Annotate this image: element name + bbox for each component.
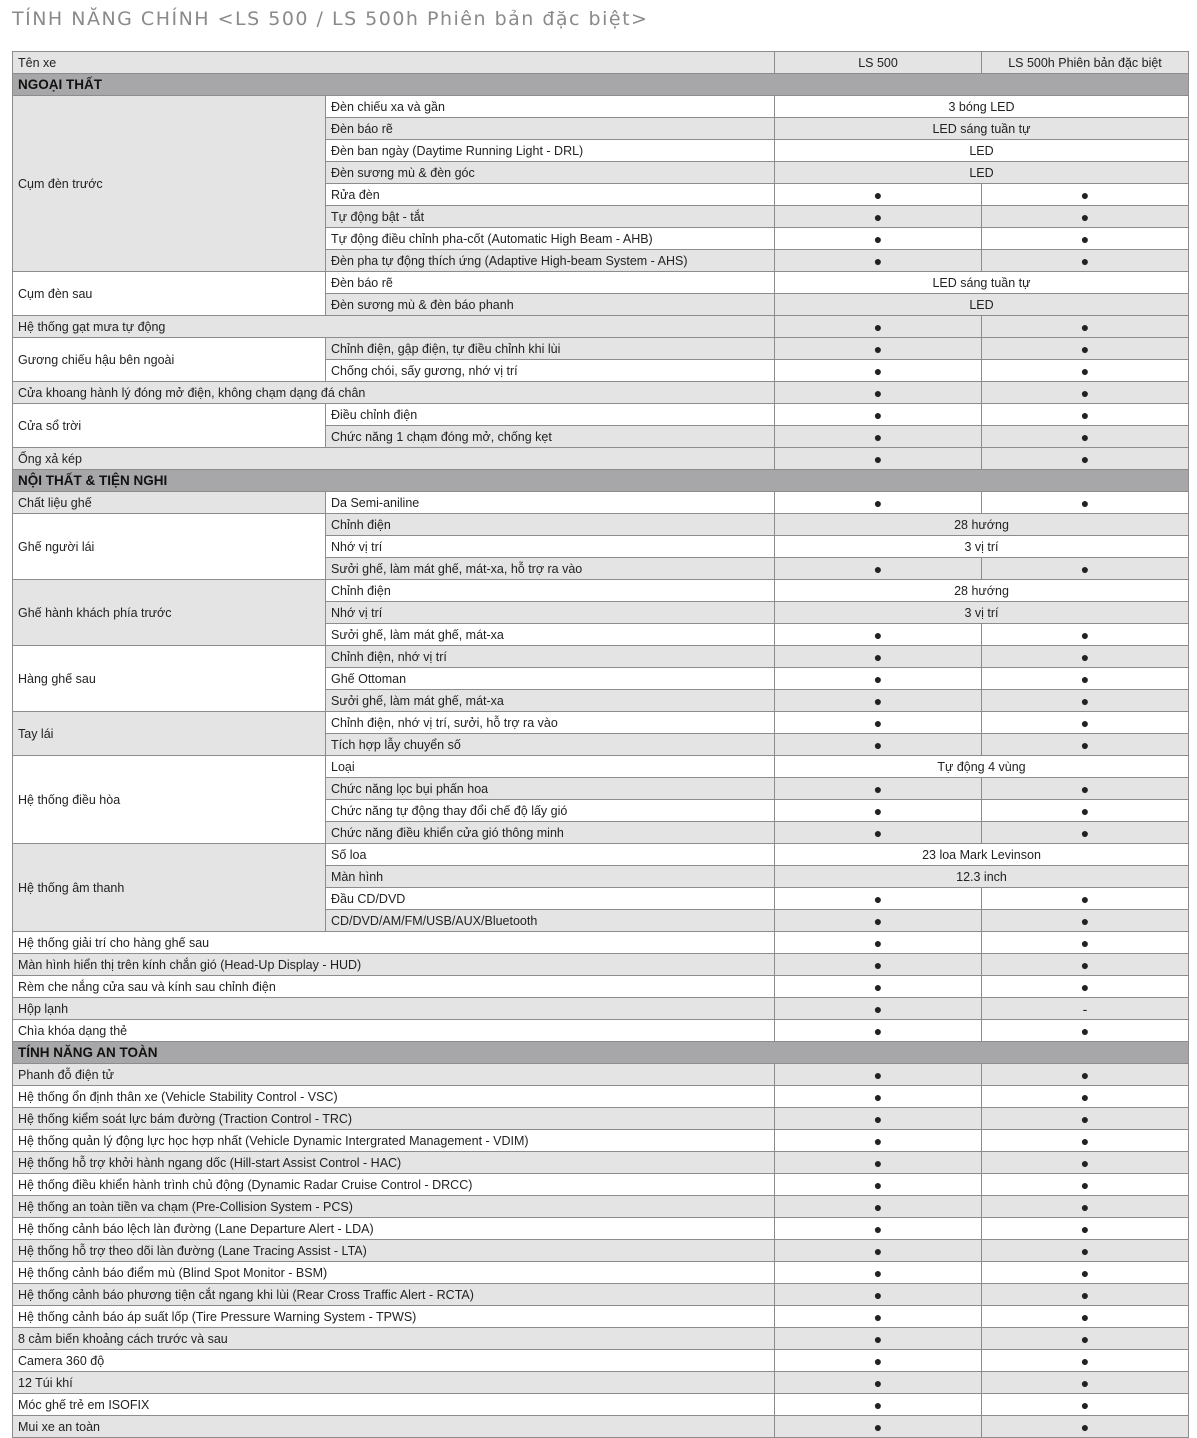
table-row [13,844,1189,866]
table-row [13,1218,1189,1240]
ls500-value: ● [775,734,982,756]
feature-label: Đèn báo rẽ [326,118,775,140]
ls500-value: ● [775,624,982,646]
feature-label: Đèn sương mù & đèn góc [326,162,775,184]
feature-label: Hệ thống cảnh báo phương tiện cắt ngang khi lùi (Rear Cross Traffic Alert - RCTA) [13,1284,775,1306]
feature-label: Hệ thống cảnh báo lệch làn đường (Lane Departure Alert - LDA) [13,1218,775,1240]
ls500-value: ● [775,206,982,228]
ls500-value: ● [775,228,982,250]
feature-label: Hệ thống quản lý động lực học hợp nhất (Vehicle Dynamic Intergrated Management - VDIM) [13,1130,775,1152]
merged-value: LED [775,140,1189,162]
ls500h-value: ● [982,1108,1189,1130]
feature-label: Ống xả kép [13,448,775,470]
feature-label: Phanh đỗ điện tử [13,1064,775,1086]
feature-label: Tự động điều chỉnh pha-cốt (Automatic High Beam - AHB) [326,228,775,250]
ls500-value: ● [775,1086,982,1108]
group-label: Ghế hành khách phía trước [13,580,326,646]
feature-label: 12 Túi khí [13,1372,775,1394]
ls500-value: ● [775,1394,982,1416]
table-row [13,1086,1189,1108]
feature-label: Đèn báo rẽ [326,272,775,294]
feature-label: Da Semi-aniline [326,492,775,514]
ls500-value: ● [775,1108,982,1130]
ls500-value: ● [775,360,982,382]
group-label: Gương chiếu hậu bên ngoài [13,338,326,382]
ls500-value: ● [775,646,982,668]
ls500-value: ● [775,1218,982,1240]
merged-value: 3 vị trí [775,536,1189,558]
table-row [13,316,1189,338]
feature-label: Đèn ban ngày (Daytime Running Light - DRL) [326,140,775,162]
table-row [13,1064,1189,1086]
ls500h-value: ● [982,1174,1189,1196]
ls500h-value: ● [982,932,1189,954]
ls500h-value: ● [982,1020,1189,1042]
merged-value: 28 hướng [775,580,1189,602]
feature-label: Chỉnh điện [326,514,775,536]
table-row [13,272,1189,294]
feature-label: Chỉnh điện, nhớ vị trí, sưởi, hỗ trợ ra vào [326,712,775,734]
feature-label: Hệ thống gạt mưa tự động [13,316,775,338]
ls500h-value: ● [982,1086,1189,1108]
feature-label: Hệ thống hỗ trợ khởi hành ngang dốc (Hill-start Assist Control - HAC) [13,1152,775,1174]
ls500-value: ● [775,712,982,734]
feature-label: CD/DVD/AM/FM/USB/AUX/Bluetooth [326,910,775,932]
feature-label: Đèn pha tự động thích ứng (Adaptive High-beam System - AHS) [326,250,775,272]
ls500-value: ● [775,426,982,448]
feature-label: Hệ thống an toàn tiền va chạm (Pre-Collision System - PCS) [13,1196,775,1218]
feature-label: Sưởi ghế, làm mát ghế, mát-xa [326,690,775,712]
feature-label: Tự động bật - tắt [326,206,775,228]
ls500h-value: - [982,998,1189,1020]
table-row [13,712,1189,734]
table-row [13,404,1189,426]
merged-value: 23 loa Mark Levinson [775,844,1189,866]
feature-label: Sưởi ghế, làm mát ghế, mát-xa, hỗ trợ ra vào [326,558,775,580]
ls500h-value: ● [982,338,1189,360]
table-row [13,1196,1189,1218]
ls500h-value: ● [982,316,1189,338]
section-header [13,1042,1189,1064]
ls500h-value: ● [982,822,1189,844]
ls500-value: ● [775,888,982,910]
feature-label: Móc ghế trẻ em ISOFIX [13,1394,775,1416]
table-row [13,1130,1189,1152]
ls500-value: ● [775,976,982,998]
ls500h-value: ● [982,1240,1189,1262]
ls500-value: ● [775,800,982,822]
ls500-value: ● [775,998,982,1020]
table-row [13,492,1189,514]
feature-label: Chức năng lọc bụi phấn hoa [326,778,775,800]
table-row [13,448,1189,470]
ls500h-value: ● [982,360,1189,382]
table-row [13,1152,1189,1174]
feature-label: Đèn chiếu xa và gần [326,96,775,118]
section-header [13,470,1189,492]
section-title: NỘI THẤT & TIỆN NGHI [13,470,1189,492]
feature-label: Hệ thống cảnh báo điểm mù (Blind Spot Monitor - BSM) [13,1262,775,1284]
table-row [13,1416,1189,1438]
ls500h-value: ● [982,184,1189,206]
feature-label: Hệ thống kiểm soát lực bám đường (Traction Control - TRC) [13,1108,775,1130]
group-label: Cụm đèn trước [13,96,326,272]
ls500-value: ● [775,316,982,338]
group-label: Hệ thống âm thanh [13,844,326,932]
ls500-value: ● [775,492,982,514]
ls500-value: ● [775,1350,982,1372]
ls500-value: ● [775,1284,982,1306]
merged-value: 12.3 inch [775,866,1189,888]
ls500h-value: ● [982,228,1189,250]
group-label: Cụm đèn sau [13,272,326,316]
feature-label: Chỉnh điện, gập điện, tự điều chỉnh khi lùi [326,338,775,360]
table-row [13,1350,1189,1372]
merged-value: LED sáng tuần tự [775,272,1189,294]
table-row [13,932,1189,954]
table-row [13,976,1189,998]
ls500-value: ● [775,1152,982,1174]
ls500h-value: ● [982,382,1189,404]
ls500h-value: ● [982,1372,1189,1394]
table-row [13,382,1189,404]
feature-label: Màn hình hiển thị trên kính chắn gió (Head-Up Display - HUD) [13,954,775,976]
feature-label: Chức năng điều khiển cửa gió thông minh [326,822,775,844]
ls500h-value: ● [982,690,1189,712]
table-row [13,1284,1189,1306]
ls500h-value: ● [982,404,1189,426]
section-title: NGOẠI THẤT [13,74,1189,96]
ls500h-value: ● [982,558,1189,580]
feature-label: Điều chỉnh điện [326,404,775,426]
ls500h-value: ● [982,1284,1189,1306]
merged-value: 28 hướng [775,514,1189,536]
ls500-value: ● [775,184,982,206]
ls500h-value: ● [982,426,1189,448]
ls500h-value: ● [982,1416,1189,1438]
ls500h-value: ● [982,1262,1189,1284]
header-ls500: LS 500 [775,52,982,74]
feature-label: Chức năng 1 chạm đóng mở, chống kẹt [326,426,775,448]
table-row [13,1394,1189,1416]
feature-label: Hệ thống cảnh báo áp suất lốp (Tire Pressure Warning System - TPWS) [13,1306,775,1328]
ls500h-value: ● [982,250,1189,272]
ls500-value: ● [775,932,982,954]
feature-label: Tích hợp lẫy chuyển số [326,734,775,756]
feature-label: Chìa khóa dạng thẻ [13,1020,775,1042]
ls500h-value: ● [982,1394,1189,1416]
feature-label: Rửa đèn [326,184,775,206]
ls500-value: ● [775,1416,982,1438]
feature-label: Nhớ vị trí [326,602,775,624]
ls500-value: ● [775,250,982,272]
feature-label: Số loa [326,844,775,866]
ls500-value: ● [775,382,982,404]
ls500-value: ● [775,1306,982,1328]
ls500-value: ● [775,690,982,712]
feature-label: Ghế Ottoman [326,668,775,690]
feature-label: Loại [326,756,775,778]
table-row [13,1240,1189,1262]
group-label: Hàng ghế sau [13,646,326,712]
table-row [13,954,1189,976]
feature-label: Cửa khoang hành lý đóng mở điện, không chạm dạng đá chân [13,382,775,404]
ls500-value: ● [775,1262,982,1284]
ls500h-value: ● [982,888,1189,910]
table-row [13,96,1189,118]
feature-label: Đèn sương mù & đèn báo phanh [326,294,775,316]
ls500h-value: ● [982,1328,1189,1350]
ls500h-value: ● [982,1196,1189,1218]
merged-value: 3 bóng LED [775,96,1189,118]
table-row [13,1262,1189,1284]
table-row [13,1372,1189,1394]
ls500h-value: ● [982,976,1189,998]
header-ls500h: LS 500h Phiên bản đặc biệt [982,52,1189,74]
ls500h-value: ● [982,646,1189,668]
feature-label: Chỉnh điện [326,580,775,602]
group-label: Tay lái [13,712,326,756]
page-title: TÍNH NĂNG CHÍNH <LS 500 / LS 500h Phiên bản đặc biệt> [12,8,649,30]
group-label: Cửa sổ trời [13,404,326,448]
feature-label: Hệ thống điều khiển hành trình chủ động (Dynamic Radar Cruise Control - DRCC) [13,1174,775,1196]
ls500-value: ● [775,1328,982,1350]
feature-label: Đầu CD/DVD [326,888,775,910]
table-row [13,580,1189,602]
feature-label: Sưởi ghế, làm mát ghế, mát-xa [326,624,775,646]
ls500h-value: ● [982,1064,1189,1086]
ls500-value: ● [775,954,982,976]
merged-value: LED sáng tuần tự [775,118,1189,140]
ls500h-value: ● [982,778,1189,800]
table-row [13,756,1189,778]
ls500h-value: ● [982,734,1189,756]
ls500h-value: ● [982,624,1189,646]
ls500h-value: ● [982,712,1189,734]
feature-label: Nhớ vị trí [326,536,775,558]
ls500h-value: ● [982,206,1189,228]
table-header-row [13,52,1189,74]
feature-label: Chức năng tự động thay đổi chế độ lấy gió [326,800,775,822]
table-row [13,338,1189,360]
merged-value: LED [775,162,1189,184]
feature-label: Màn hình [326,866,775,888]
ls500-value: ● [775,558,982,580]
ls500-value: ● [775,1372,982,1394]
table-row [13,514,1189,536]
ls500h-value: ● [982,1130,1189,1152]
table-row [13,1328,1189,1350]
feature-label: Rèm che nắng cửa sau và kính sau chỉnh điện [13,976,775,998]
table-row [13,1020,1189,1042]
group-label: Hệ thống điều hòa [13,756,326,844]
ls500-value: ● [775,1130,982,1152]
feature-label: Camera 360 độ [13,1350,775,1372]
feature-label: Hộp lạnh [13,998,775,1020]
spec-table [12,51,1189,1438]
feature-label: Chỉnh điện, nhớ vị trí [326,646,775,668]
ls500h-value: ● [982,1350,1189,1372]
ls500-value: ● [775,1020,982,1042]
ls500-value: ● [775,1240,982,1262]
ls500-value: ● [775,1196,982,1218]
ls500-value: ● [775,668,982,690]
table-row [13,1306,1189,1328]
table-row [13,998,1189,1020]
ls500-value: ● [775,1174,982,1196]
ls500h-value: ● [982,1152,1189,1174]
feature-label: Mui xe an toàn [13,1416,775,1438]
ls500h-value: ● [982,910,1189,932]
header-label: Tên xe [13,52,775,74]
ls500h-value: ● [982,954,1189,976]
ls500-value: ● [775,448,982,470]
ls500h-value: ● [982,800,1189,822]
merged-value: LED [775,294,1189,316]
section-title: TÍNH NĂNG AN TOÀN [13,1042,1189,1064]
merged-value: 3 vị trí [775,602,1189,624]
ls500h-value: ● [982,668,1189,690]
section-header [13,74,1189,96]
feature-label: Hệ thống giải trí cho hàng ghế sau [13,932,775,954]
ls500h-value: ● [982,1218,1189,1240]
ls500-value: ● [775,1064,982,1086]
ls500h-value: ● [982,1306,1189,1328]
ls500-value: ● [775,822,982,844]
table-row [13,1174,1189,1196]
group-label: Chất liệu ghế [13,492,326,514]
feature-label: Hệ thống hỗ trợ theo dõi làn đường (Lane Tracing Assist - LTA) [13,1240,775,1262]
merged-value: Tự động 4 vùng [775,756,1189,778]
table-row [13,1108,1189,1130]
feature-label: Hệ thống ổn định thân xe (Vehicle Stability Control - VSC) [13,1086,775,1108]
ls500-value: ● [775,910,982,932]
ls500h-value: ● [982,448,1189,470]
feature-label: Chống chói, sấy gương, nhớ vị trí [326,360,775,382]
group-label: Ghế người lái [13,514,326,580]
ls500-value: ● [775,338,982,360]
feature-label: 8 cảm biến khoảng cách trước và sau [13,1328,775,1350]
table-row [13,646,1189,668]
ls500h-value: ● [982,492,1189,514]
ls500-value: ● [775,778,982,800]
ls500-value: ● [775,404,982,426]
